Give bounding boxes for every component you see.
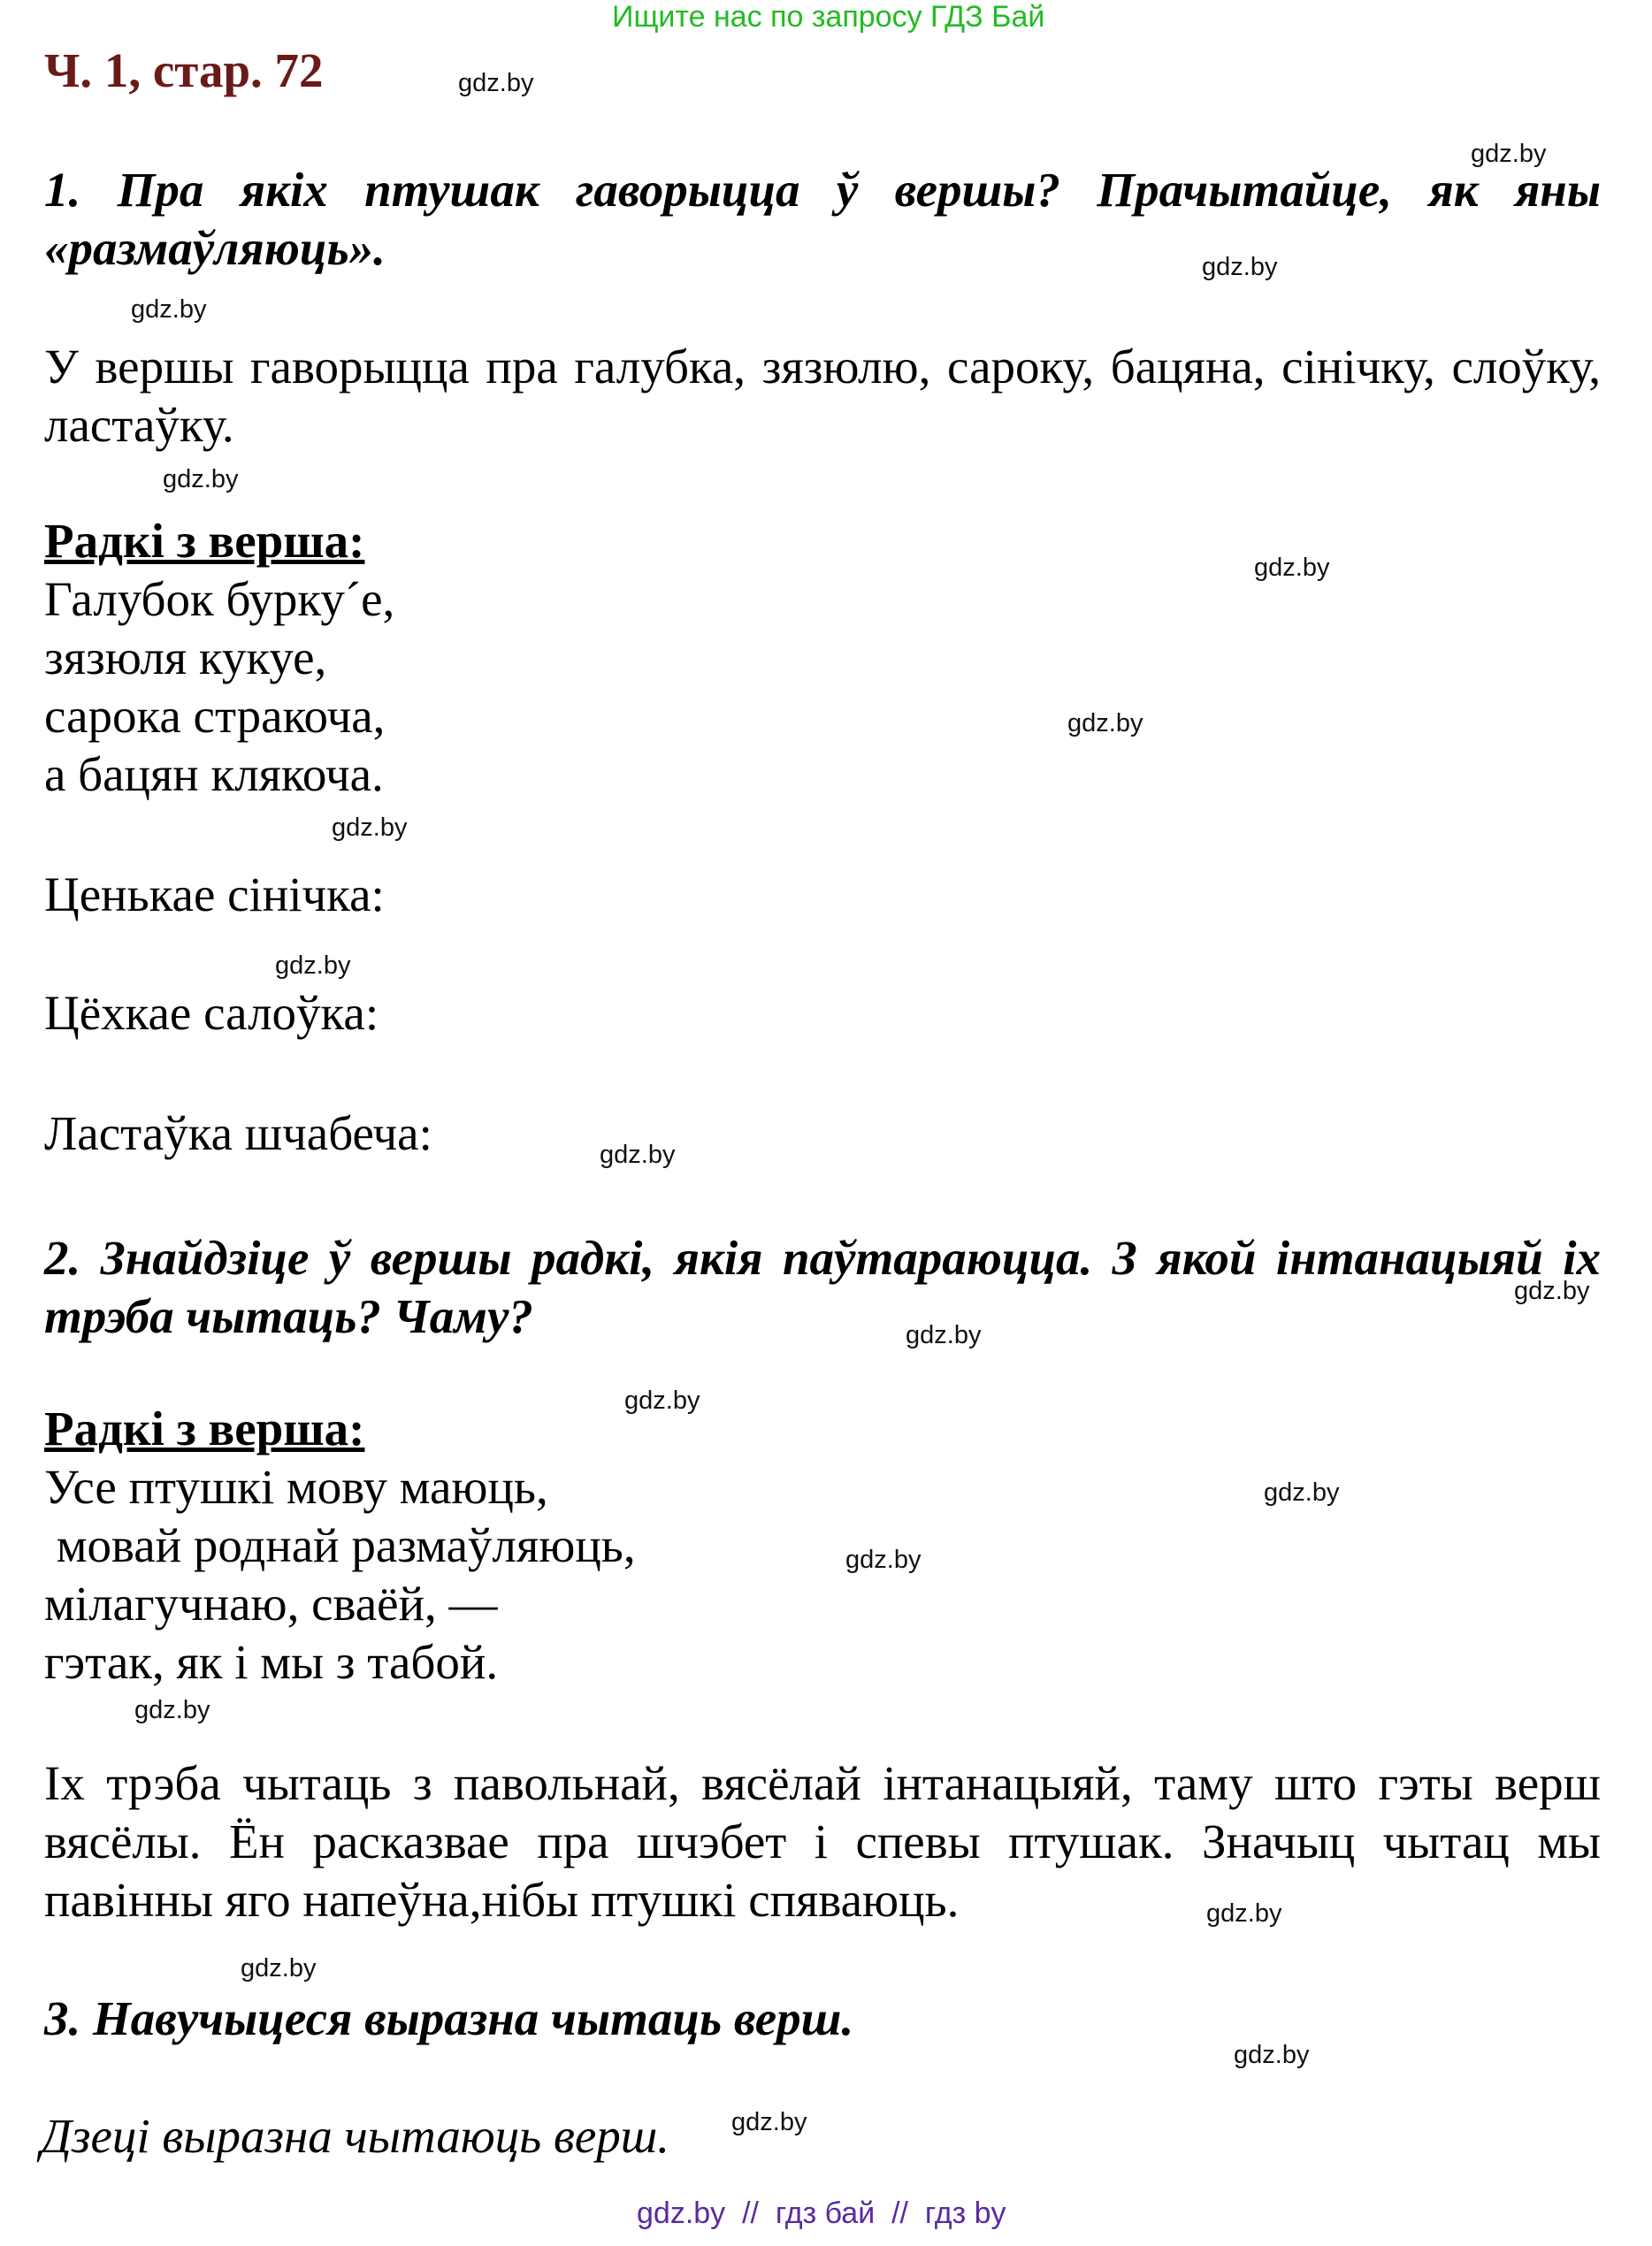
watermark: gdz.by bbox=[1471, 140, 1547, 168]
poem2-line: Усе птушкі мову маюць, bbox=[44, 1460, 548, 1514]
page-title: Ч. 1, стар. 72 bbox=[44, 43, 324, 97]
watermark: gdz.by bbox=[731, 2108, 807, 2136]
watermark: gdz.by bbox=[906, 1321, 982, 1349]
poem1-line: зязюля кукуе, bbox=[44, 630, 327, 684]
poem1-line: сарока стракоча, bbox=[44, 689, 386, 743]
answer-2: Іх трэба чытаць з павольнай, вясёлай інтанацыяй, таму што гэты верш вясёлы. Ён расказвае пра шчэбет і спевы птушак. Значыц чытац мы павінны яго напеўна,нібы птушкі спяваюць. bbox=[44, 1756, 1601, 1927]
watermark: gdz.by bbox=[275, 951, 351, 980]
watermark: gdz.by bbox=[1202, 253, 1278, 281]
bird-line: Цёхкае салоўка: bbox=[44, 986, 379, 1040]
watermark: gdz.by bbox=[332, 814, 408, 842]
bird-line: Ластаўка шчабеча: bbox=[44, 1106, 432, 1160]
poem2-line: гэтак, як і мы з табой. bbox=[44, 1635, 499, 1689]
answer-3: Дзеці выразна чытаюць верш. bbox=[41, 2109, 669, 2163]
poem1-line: Галубок бурку´е, bbox=[44, 572, 395, 626]
footer-links: gdz.by // гдз бай // гдз by bbox=[637, 2196, 1006, 2230]
watermark: gdz.by bbox=[241, 1954, 317, 1982]
watermark: gdz.by bbox=[134, 1696, 210, 1724]
watermark: gdz.by bbox=[1206, 1899, 1282, 1928]
poem2-line: мілагучнаю, сваёй, — bbox=[44, 1577, 498, 1631]
section-heading-lines-1: Радкі з верша: bbox=[44, 514, 365, 568]
poem2-line: мовай роднай размаўляюць, bbox=[44, 1518, 636, 1572]
watermark: gdz.by bbox=[163, 465, 239, 493]
answer-1: У вершы гаворыцца пра галубка, зязюлю, сароку, бацяна, сінічку, слоўку, ластаўку. bbox=[44, 340, 1601, 452]
watermark: gdz.by bbox=[1264, 1478, 1340, 1507]
watermark: gdz.by bbox=[458, 69, 534, 97]
watermark: gdz.by bbox=[1514, 1277, 1590, 1305]
watermark: gdz.by bbox=[1254, 554, 1330, 582]
watermark: gdz.by bbox=[1067, 709, 1143, 737]
question-1: 1. Пра якіх птушак гаворыцца ў вершы? Прачытайце, як яны «размаўляюць». bbox=[44, 163, 1601, 275]
bird-line: Ценькае сінічка: bbox=[44, 867, 385, 921]
section-heading-lines-2: Радкі з верша: bbox=[44, 1402, 365, 1455]
poem1-line: а бацян клякоча. bbox=[44, 747, 384, 801]
question-2: 2. Знайдзіце ў вершы радкі, якія паўтараюцца. З якой інтанацыяй іх трэба чытаць? Чаму? bbox=[44, 1231, 1601, 1343]
banner-text: Ищите нас по запросу ГДЗ Бай bbox=[612, 0, 1045, 34]
watermark: gdz.by bbox=[600, 1141, 676, 1169]
question-3: 3. Навучыцеся выразна чытаць верш. bbox=[44, 1991, 854, 2045]
watermark: gdz.by bbox=[845, 1546, 922, 1574]
watermark: gdz.by bbox=[1234, 2041, 1310, 2069]
watermark: gdz.by bbox=[624, 1387, 700, 1415]
watermark: gdz.by bbox=[131, 295, 207, 324]
